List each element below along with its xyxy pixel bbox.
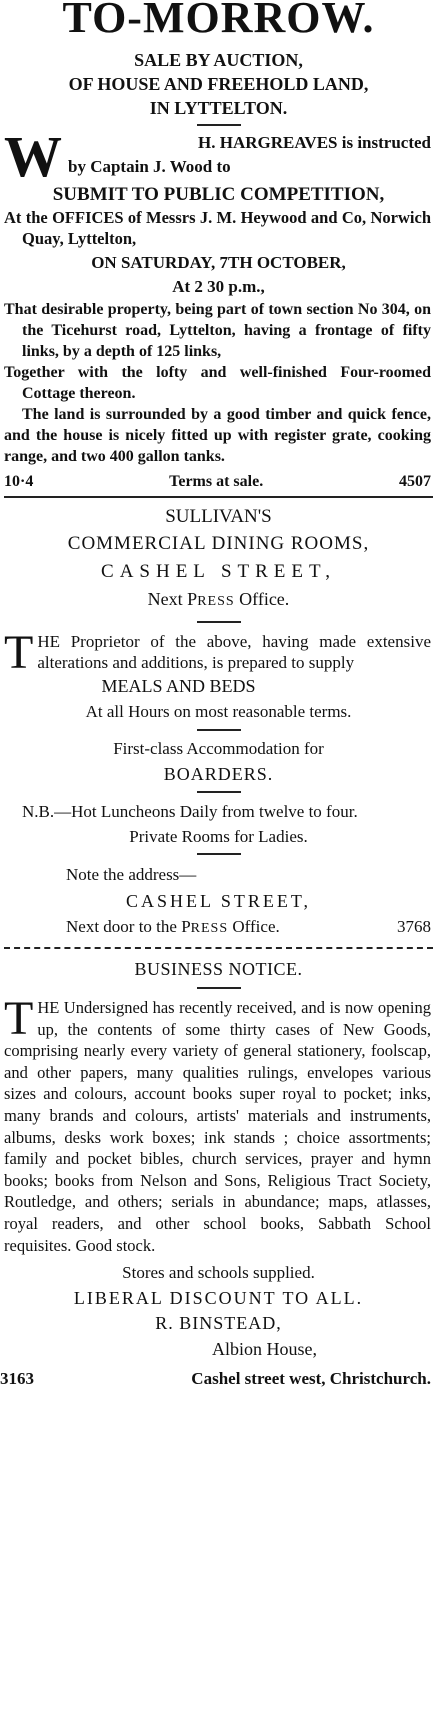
divider <box>197 853 241 855</box>
auction-code-right: 4507 <box>399 473 431 490</box>
nb-text: N.B.—Hot Luncheons Daily from twelve to four. <box>22 802 358 821</box>
next-press-office <box>0 586 437 615</box>
house-name: Albion House, <box>212 1339 317 1360</box>
auction-code-left: 10·4 <box>4 473 34 490</box>
auction-intro <box>0 131 437 181</box>
auction-title-line-3: IN LYTTELTON. <box>149 98 288 118</box>
business-footer <box>0 1366 437 1392</box>
auction-footer <box>0 471 437 492</box>
divider <box>197 729 241 731</box>
discount-text: LIBERAL DISCOUNT TO ALL. <box>73 1288 364 1309</box>
boarders-text: BOARDERS. <box>163 764 274 784</box>
auction-advertisement <box>0 0 437 492</box>
intro-line-2: by Captain J. Wood to <box>68 157 231 176</box>
business-address: Cashel street west, Christchurch. <box>191 1369 431 1389</box>
dining-advertisement <box>0 504 437 941</box>
business-body-text: HE Undersigned has recently received, and is now opening up, the contents of some thirty cases of New Goods, comprising nearly every variety of general stationery, foolscap, and other papers, many qualities rulings, envelopes various sizes and colours, account books super royal to pocket; inks, many brands and colours, artists' materials and instruments, albums, desks work boxes; ink stands ; choice assortments; family and pocket bibles, church services, prayer and hymn books; books from Nelson and Sons, Religious Tract Society, Routledge, and others; serials in abundance; maps, atlasses, royal readers, and other school books, Sabbath School requisites. Good stock. <box>4 998 431 1255</box>
dining-name: SULLIVAN'S <box>165 506 272 527</box>
submit-line: SUBMIT TO PUBLIC COMPETITION, <box>52 184 385 205</box>
sale-time: At 2 30 p.m., <box>172 277 265 296</box>
divider <box>197 621 241 623</box>
cottage-text: Together with the lofty and well-finished Four-roomed Cottage thereon. <box>4 364 431 402</box>
section-divider <box>4 947 433 949</box>
section-divider <box>4 496 433 498</box>
dining-body-text: HE Proprietor of the above, having made extensive alterations and additions, is prepared to supply <box>37 632 431 672</box>
divider <box>197 791 241 793</box>
address-street: CASHEL STREET, <box>126 891 311 911</box>
auction-title-line-1: SALE BY AUCTION, <box>134 50 303 70</box>
meals-and-beds: MEALS AND BEDS <box>101 676 256 696</box>
hours-text: At all Hours on most reasonable terms. <box>85 702 352 721</box>
drop-cap: W <box>4 131 62 181</box>
business-code: 3163 <box>0 1369 34 1389</box>
private-rooms: Private Rooms for Ladies. <box>129 827 308 846</box>
property-text: That desirable property, being part of town section No 304, on the Ticehurst road, Lyttelton, having a frontage of fifty links, by a depth of 125 links, <box>4 301 431 360</box>
drop-cap: T <box>4 992 34 1045</box>
drop-cap: T <box>4 626 34 679</box>
terms-text: Terms at sale. <box>169 473 264 490</box>
accommodation-text: First-class Accommodation for <box>113 739 324 758</box>
business-notice <box>0 957 437 1392</box>
business-title: BUSINESS NOTICE. <box>134 959 303 979</box>
land-text: The land is surrounded by a good timber and quick fence, and the house is nicely fitted up with register grate, cooking range, and two 400 gallon tanks. <box>4 406 431 465</box>
divider <box>197 987 241 989</box>
dining-code: 3768 <box>397 917 431 936</box>
intro-line-1: H. HARGREAVES is instructed <box>198 133 431 152</box>
note-address: Note the address— <box>66 865 197 884</box>
dining-street: CASHEL STREET, <box>101 561 336 582</box>
next-door-text: Next door to the PRESS Office. <box>66 917 280 936</box>
press-word: PRESS <box>187 589 235 609</box>
next-suffix: Office. <box>239 589 290 609</box>
supplied-text: Stores and schools supplied. <box>122 1263 315 1283</box>
next-door-line <box>0 915 437 941</box>
divider <box>197 124 241 126</box>
offices-text: At the OFFICES of Messrs J. M. Heywood and Co, Norwich Quay, Lyttelton, <box>4 208 431 248</box>
signer-name: R. BINSTEAD, <box>155 1313 282 1334</box>
business-body <box>0 992 437 1256</box>
dining-title: COMMERCIAL DINING ROOMS, <box>67 533 370 554</box>
sale-date: ON SATURDAY, 7TH OCTOBER, <box>91 253 346 272</box>
auction-title-line-2: OF HOUSE AND FREEHOLD LAND, <box>68 74 369 94</box>
dining-body <box>0 626 437 679</box>
next-prefix: Next <box>147 589 183 609</box>
headline: TO-MORROW. <box>62 0 375 42</box>
